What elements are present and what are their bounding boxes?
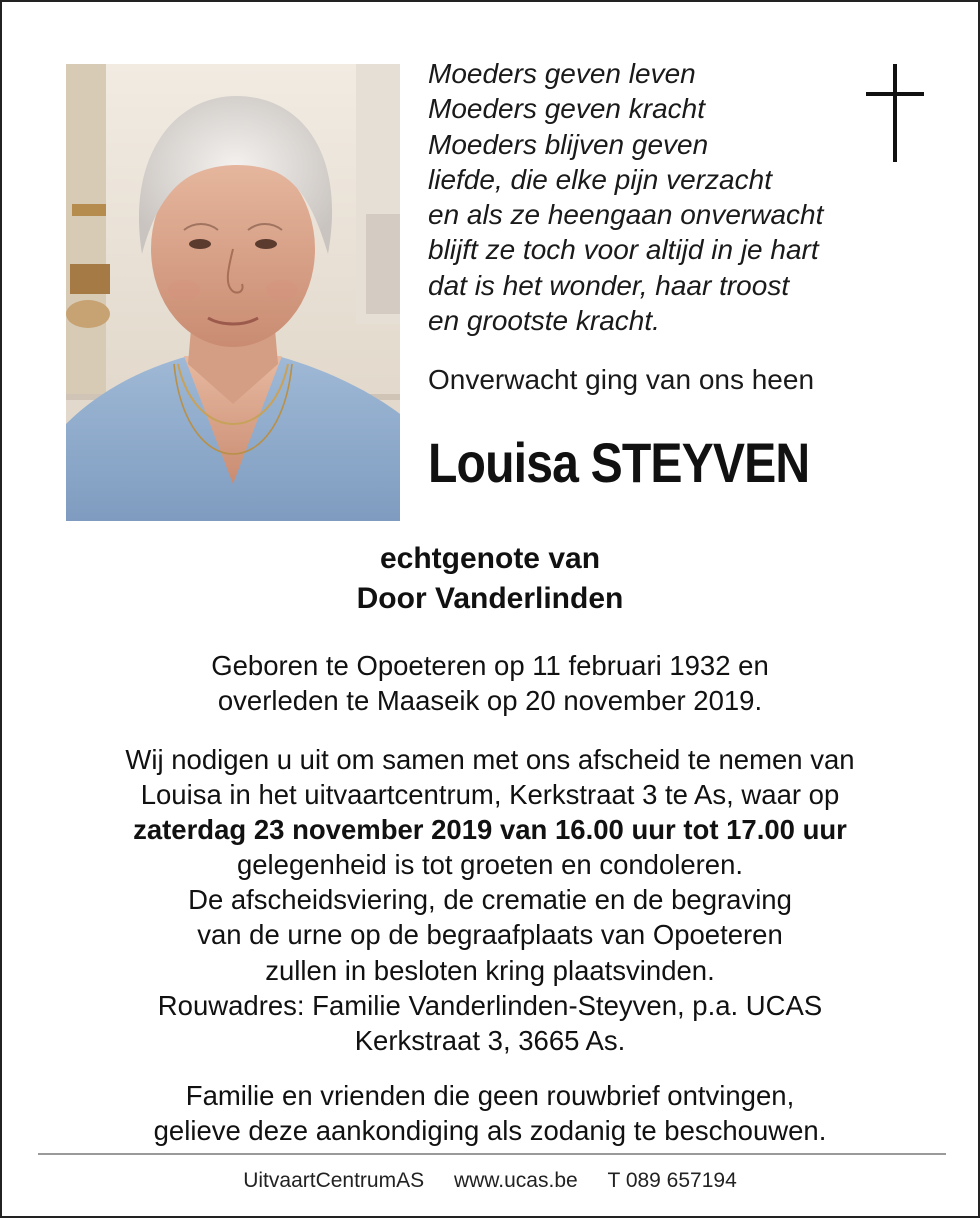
deceased-name: Louisa STEYVEN: [428, 431, 810, 494]
footer-phone: T 089 657194: [607, 1169, 737, 1192]
poem-line: Moeders geven leven: [428, 58, 696, 89]
invitation-line: gelegenheid is tot groeten en condoleren.: [236, 849, 744, 881]
footer-company: UitvaartCentrumAS: [243, 1169, 425, 1192]
invitation-line: De afscheidsviering, de crematie en de begraving: [188, 884, 792, 916]
invitation-line: van de urne op de begraafplaats van Opoeteren: [197, 919, 783, 951]
invitation-block: [2, 742, 978, 1058]
poem: [428, 56, 868, 338]
spouse-relation: echtgenote van: [379, 542, 601, 575]
invitation-line: Wij nodigen u uit om samen met ons afscheid te nemen van: [125, 744, 855, 775]
closing-line: Familie en vrienden die geen rouwbrief ontvingen,: [185, 1080, 795, 1111]
footer-divider: [38, 1153, 946, 1155]
invitation-line: zullen in besloten kring plaatsvinden.: [265, 954, 715, 986]
portrait-illustration: [66, 64, 400, 521]
footer-website[interactable]: www.ucas.be: [453, 1169, 578, 1192]
birth-line: Geboren te Opoeteren op 11 februari 1932 en: [211, 650, 769, 681]
spouse-block: [2, 539, 978, 619]
poem-line: liefde, die elke pijn verzacht: [428, 163, 772, 195]
poem-line: en grootste kracht.: [428, 305, 660, 337]
poem-line: Moeders blijven geven: [428, 128, 709, 160]
mourning-address: Rouwadres: Familie Vanderlinden-Steyven, p.a. UCAS: [157, 989, 823, 1021]
death-line: overleden te Maaseik op 20 november 2019.: [217, 685, 763, 716]
invitation-line: Louisa in het uitvaartcentrum, Kerkstraat 3 te As, waar op: [140, 779, 840, 811]
intro-text: Onverwacht ging van ons heen: [428, 364, 815, 395]
poem-line: dat is het wonder, haar troost: [428, 269, 790, 301]
footer: [2, 1166, 978, 1196]
birth-death-block: [2, 648, 978, 718]
poem-line: en als ze heengaan onverwacht: [428, 199, 824, 231]
closing-line: gelieve deze aankondiging als zodanig te beschouwen.: [153, 1115, 827, 1146]
cross-icon: [866, 64, 924, 162]
visitation-datetime: zaterdag 23 november 2019 van 16.00 uur tot 17.00 uur: [133, 814, 847, 846]
spouse-name: Door Vanderlinden: [356, 582, 624, 615]
portrait-photo: [66, 64, 400, 521]
poem-line: Moeders geven kracht: [428, 93, 706, 125]
mourning-address-street: Kerkstraat 3, 3665 As.: [354, 1024, 626, 1056]
poem-line: blijft ze toch voor altijd in je hart: [428, 234, 819, 266]
closing-block: [2, 1078, 978, 1148]
